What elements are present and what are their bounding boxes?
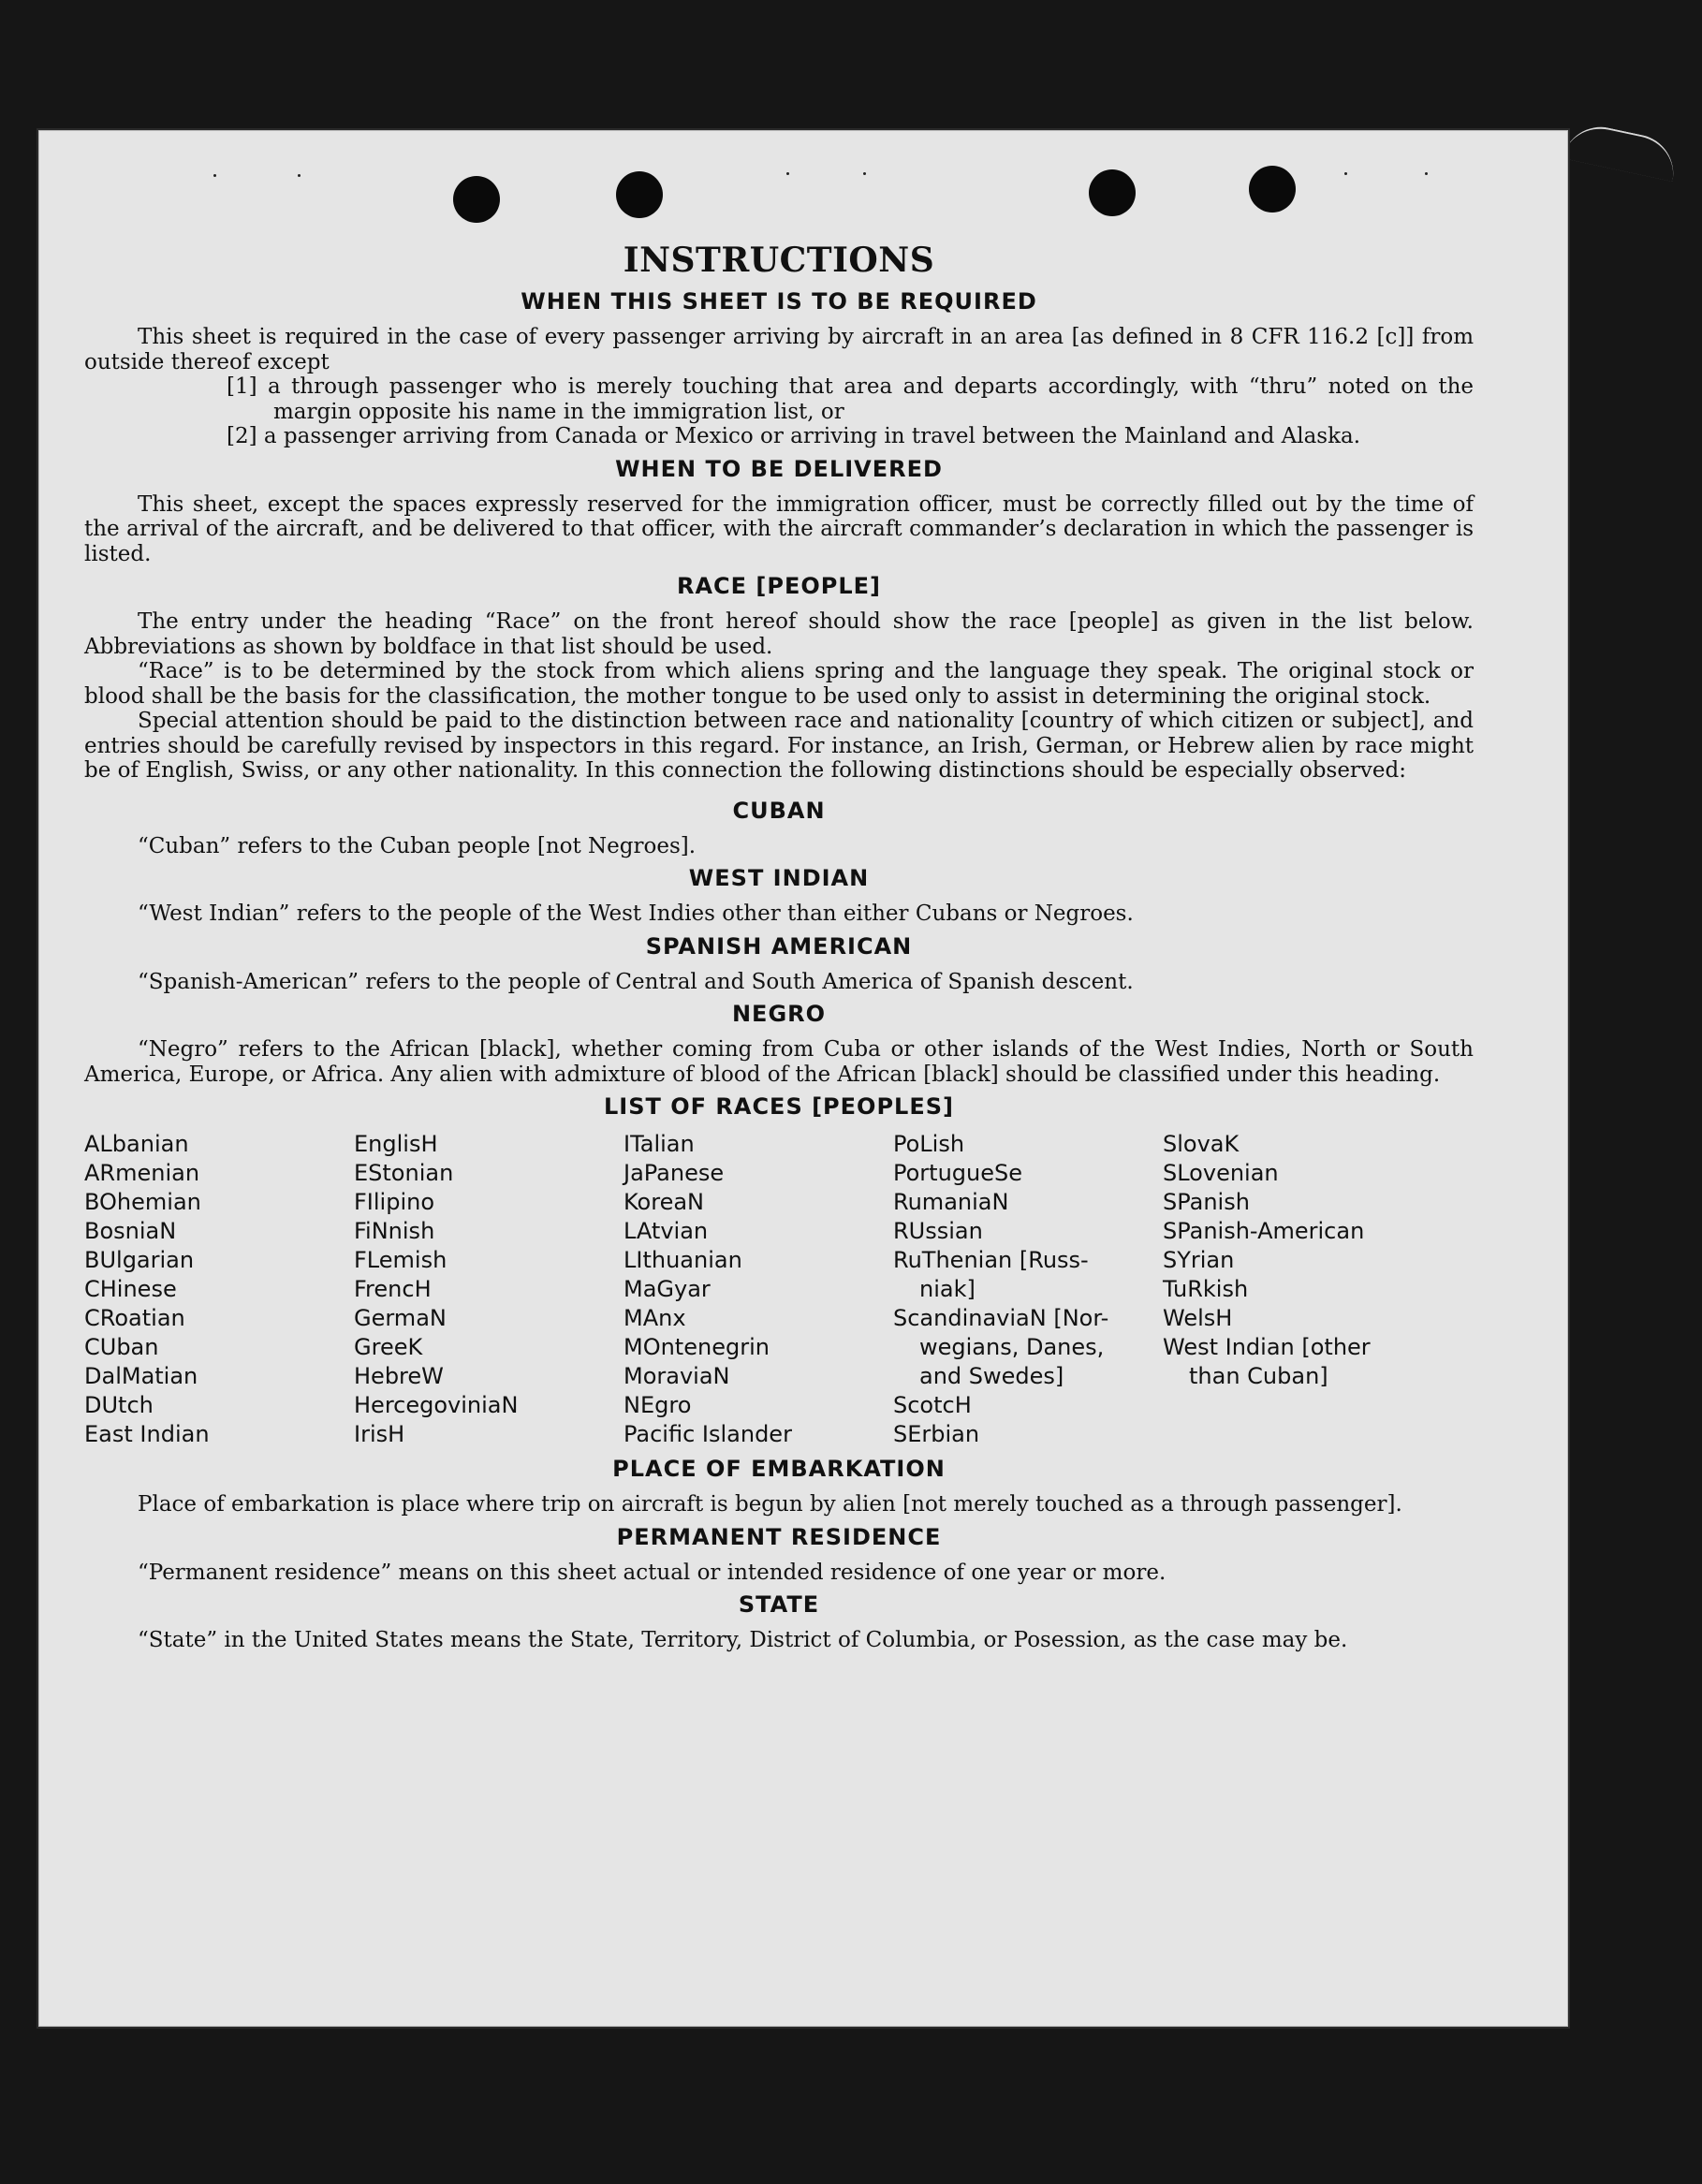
section-heading-embarkation: PLACE OF EMBARKATION <box>612 1456 946 1482</box>
races-column <box>354 1130 624 1449</box>
race-entry: LIthuanian <box>624 1247 742 1273</box>
section-heading-required: WHEN THIS SHEET IS TO BE REQUIRED <box>521 288 1037 315</box>
race-entry: JaPanese <box>624 1160 725 1186</box>
section-heading-west-indian: WEST INDIAN <box>688 865 870 891</box>
section-heading-spanish-american: SPANISH AMERICAN <box>645 932 913 960</box>
race-entry: MoraviaN <box>624 1363 730 1389</box>
races-column <box>624 1130 893 1449</box>
punch-hole-1 <box>453 176 500 223</box>
race-entry: RumaniaN <box>893 1189 1009 1215</box>
race-entry: EnglisH <box>354 1131 438 1157</box>
race-entry: ALbanian <box>84 1131 189 1157</box>
race-entry: KoreaN <box>624 1189 704 1215</box>
instructions-content <box>84 239 1474 1653</box>
race-entry: FIlipino <box>354 1189 435 1215</box>
race-entry: NEgro <box>624 1392 692 1418</box>
paragraph: The entry under the heading “Race” on the front hereof should show the race [people] as given in the list below. Abbreviations as shown by boldface in that list should be used. <box>84 609 1474 659</box>
race-entry: FiNnish <box>354 1218 435 1244</box>
race-entry: SYrian <box>1163 1247 1235 1273</box>
paragraph: “Permanent residence” means on this sheet actual or intended residence of one year or more. <box>138 1560 1166 1585</box>
race-entry: BOhemian <box>84 1189 201 1215</box>
list-item: [1] a through passenger who is merely touching that area and departs accordingly, with “thru” noted on the margin opposite his name in the immigration list, or <box>227 374 1474 424</box>
race-entry: FLemish <box>354 1247 448 1273</box>
race-entry: ITalian <box>624 1131 695 1157</box>
race-entry: CRoatian <box>84 1305 185 1331</box>
paragraph: “Cuban” refers to the Cuban people [not Negroes]. <box>138 833 697 858</box>
race-entry-continuation: niak] <box>919 1276 976 1302</box>
paragraph: This sheet, except the spaces expressly reserved for the immigration officer, must be correctly filled out by the time of the arrival of the aircraft, and be delivered to that officer, with the aircraft commander’s declaration in which the passenger is listed. <box>84 491 1474 566</box>
race-entry: MAnx <box>624 1305 686 1331</box>
section-heading-cuban: CUBAN <box>732 797 826 824</box>
race-entry: CUban <box>84 1334 159 1360</box>
speck <box>298 174 301 177</box>
race-entry: PoLish <box>893 1131 965 1157</box>
race-entry-continuation: and Swedes] <box>919 1363 1064 1389</box>
speck <box>213 174 216 177</box>
section-heading-race: RACE [PEOPLE] <box>676 573 882 599</box>
race-entry: WelsH <box>1163 1305 1233 1331</box>
paragraph: Special attention should be paid to the distinction between race and nationality [country of which citizen or subject], and entries should be carefully revised by inspectors in this regard. For instance, an Irish, German, or Hebrew alien by race might be of English, Swiss, or any other nationality. In this connection the following distinctions should be especially observed: <box>84 709 1474 783</box>
speck <box>1425 172 1428 175</box>
race-entry: HercegoviniaN <box>354 1392 519 1418</box>
race-entry: BosniaN <box>84 1218 177 1244</box>
speck <box>863 172 866 175</box>
races-column <box>1163 1130 1432 1449</box>
races-table <box>84 1130 1474 1449</box>
races-column <box>84 1130 354 1449</box>
race-entry: SErbian <box>893 1421 980 1447</box>
paragraph: “State” in the United States means the State, Territory, District of Columbia, or Posession, as the case may be. <box>138 1628 1348 1652</box>
race-entry: EStonian <box>354 1160 454 1186</box>
race-entry: SPanish <box>1163 1189 1250 1215</box>
race-entry: TuRkish <box>1163 1276 1249 1302</box>
paragraph: “Negro” refers to the African [black], whether coming from Cuba or other islands of the West Indies, North or South America, Europe, or Africa. Any alien with admixture of blood of the African [black] should be classified under this heading. <box>84 1037 1474 1087</box>
race-entry: IrisH <box>354 1421 405 1447</box>
race-entry: West Indian [other <box>1163 1334 1371 1360</box>
paragraph: Place of embarkation is place where trip on aircraft is begun by alien [not merely touched as a through passenger]. <box>138 1492 1402 1517</box>
race-entry: PortugueSe <box>893 1160 1022 1186</box>
race-entry: SlovaK <box>1163 1131 1240 1157</box>
race-entry: ScotcH <box>893 1392 972 1418</box>
race-entry: ARmenian <box>84 1160 200 1186</box>
race-entry: RuThenian [Russ- <box>893 1247 1089 1273</box>
race-entry: GermaN <box>354 1305 447 1331</box>
race-entry: LAtvian <box>624 1218 709 1244</box>
race-entry: MOntenegrin <box>624 1334 770 1360</box>
section-heading-negro: NEGRO <box>731 1001 827 1027</box>
punch-hole-2 <box>616 171 663 218</box>
races-column <box>893 1130 1163 1449</box>
paragraph: “Race” is to be determined by the stock from which aliens spring and the language they speak. The original stock or blood shall be the basis for the classification, the mother tongue to be used only to assist in determining the original stock. <box>84 659 1474 709</box>
race-entry: RUssian <box>893 1218 983 1244</box>
section-heading-delivered: WHEN TO BE DELIVERED <box>615 455 943 482</box>
paragraph: “Spanish-American” refers to the people of Central and South America of Spanish descent. <box>138 969 1134 994</box>
speck <box>786 172 789 175</box>
race-entry: ScandinaviaN [Nor- <box>893 1305 1109 1331</box>
section-heading-state: STATE <box>738 1591 820 1618</box>
punch-hole-3 <box>1089 169 1136 216</box>
race-entry-continuation: than Cuban] <box>1189 1363 1328 1389</box>
paragraph: “West Indian” refers to the people of the West Indies other than either Cubans or Negroes. <box>138 901 1134 926</box>
race-entry: SPanish-American <box>1163 1218 1365 1244</box>
race-entry: SLovenian <box>1163 1160 1279 1186</box>
race-entry: East Indian <box>84 1421 210 1447</box>
paragraph: This sheet is required in the case of every passenger arriving by aircraft in an area [as defined in 8 CFR 116.2 [c]] from outside thereof except <box>84 325 1474 374</box>
page-title: INSTRUCTIONS <box>623 241 935 280</box>
race-entry: FrencH <box>354 1276 432 1302</box>
race-entry-continuation: wegians, Danes, <box>919 1334 1105 1360</box>
race-entry: Pacific Islander <box>624 1421 792 1447</box>
list-item: [2] a passenger arriving from Canada or Mexico or arriving in travel between the Mainland and Alaska. <box>227 424 1361 448</box>
race-entry: GreeK <box>354 1334 423 1360</box>
race-entry: DalMatian <box>84 1363 198 1389</box>
section-heading-races-list: LIST OF RACES [PEOPLES] <box>604 1093 954 1120</box>
race-entry: HebreW <box>354 1363 444 1389</box>
race-entry: CHinese <box>84 1276 177 1302</box>
race-entry: MaGyar <box>624 1276 711 1302</box>
torn-corner <box>1563 120 1680 182</box>
race-entry: DUtch <box>84 1392 154 1418</box>
section-heading-permanent-residence: PERMANENT RESIDENCE <box>616 1523 942 1550</box>
speck <box>1344 172 1347 175</box>
race-entry: BUlgarian <box>84 1247 195 1273</box>
punch-hole-4 <box>1249 166 1296 213</box>
